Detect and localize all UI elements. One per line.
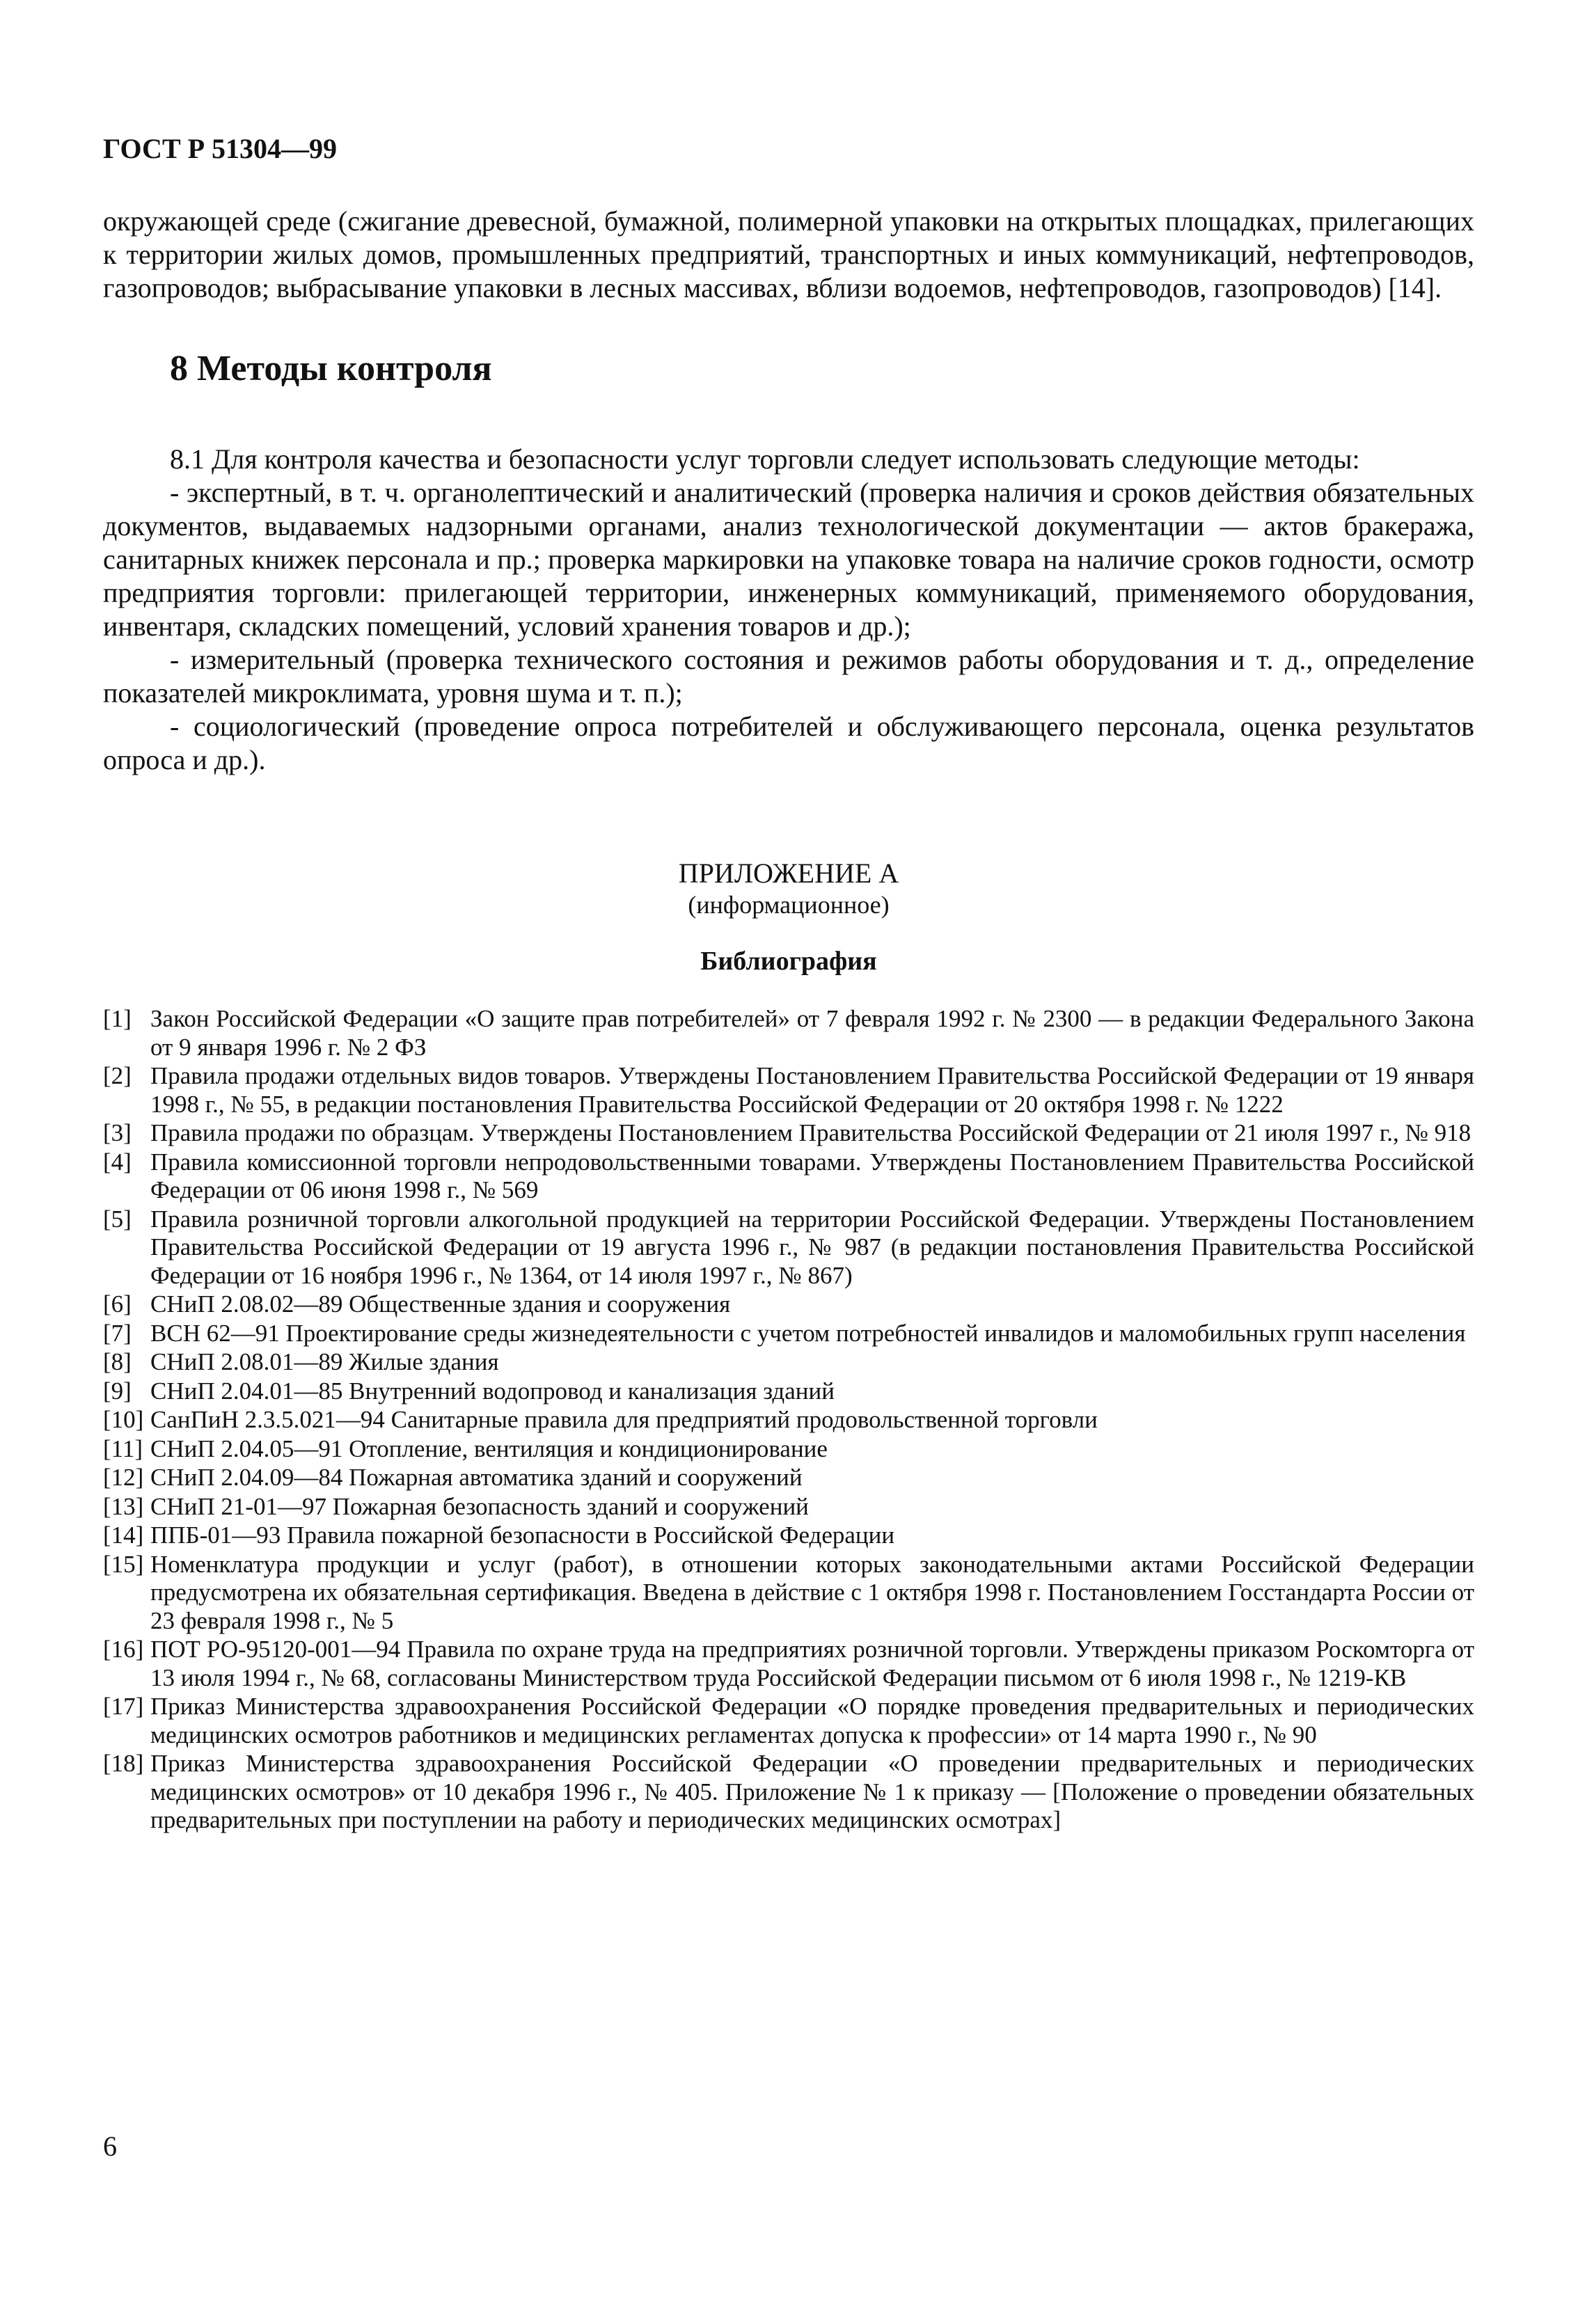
list-item xyxy=(103,1406,1474,1434)
reference-text: СНиП 2.04.05—91 Отопление, вентиляция и кондиционирование xyxy=(150,1434,828,1462)
method-expert: - экспертный, в т. ч. органолептический и аналитический (проверка наличия и сроков действия обязательных документов, выдаваемых надзорными органами, анализ технологической документации — актов бракеража, санитарных книжек персонала и пр.; проверка маркировки на упаковке товара на наличие сроков годности, осмотр предприятия торговли: прилегающей территории, инженерных коммуникаций, применяемого оборудования, инвентаря, складских помещений, условий хранения товаров и др.); xyxy=(103,477,1474,642)
standard-header: ГОСТ Р 51304—99 xyxy=(103,133,338,164)
reference-text: СНиП 2.04.01—85 Внутренний водопровод и канализация зданий xyxy=(150,1377,835,1405)
reference-number: [16] xyxy=(103,1636,144,1663)
list-item xyxy=(103,1320,1474,1348)
list-item xyxy=(103,1750,1474,1835)
section-intro: 8.1 Для контроля качества и безопасности услуг торговли следует использовать следующие методы: xyxy=(170,443,1360,475)
list-item xyxy=(103,1119,1474,1148)
reference-number: [1] xyxy=(103,1005,132,1032)
reference-number: [11] xyxy=(103,1434,143,1462)
reference-number: [5] xyxy=(103,1205,132,1233)
reference-number: [7] xyxy=(103,1319,132,1347)
reference-number: [3] xyxy=(103,1119,132,1146)
reference-text: Номенклатура продукции и услуг (работ), в отношении которых законодательными актами Российской Федерации предусмотрена их обязательная сертификация. Введена в действие с 1 октября 1998 г. Постановлением Госстандарта России от 23 февраля 1998 г., № 5 xyxy=(150,1550,1474,1634)
list-item xyxy=(103,1206,1474,1290)
reference-number: [6] xyxy=(103,1290,132,1318)
reference-text: СанПиН 2.3.5.021—94 Санитарные правила для предприятий продовольственной торговли xyxy=(150,1406,1098,1433)
reference-text: ВСН 62—91 Проектирование среды жизнедеятельности с учетом потребностей инвалидов и маломобильных групп населения xyxy=(150,1319,1466,1347)
reference-number: [13] xyxy=(103,1492,144,1520)
list-item xyxy=(103,1290,1474,1319)
reference-text: ПОТ РО-95120-001—94 Правила по охране труда на предприятиях розничной торговли. Утверждены приказом Роскомторга от 13 июля 1994 г., № 68, согласованы Министерством труда Российской Федерации письмом от 6 июля 1998 г., № 1219-КВ xyxy=(150,1636,1474,1691)
list-item xyxy=(103,1005,1474,1061)
reference-text: СНиП 2.08.01—89 Жилые здания xyxy=(150,1348,499,1375)
reference-text: СНиП 2.04.09—84 Пожарная автоматика зданий и сооружений xyxy=(150,1464,803,1491)
list-item xyxy=(103,1521,1474,1550)
reference-number: [2] xyxy=(103,1062,132,1089)
reference-text: Приказ Министерства здравоохранения Российской Федерации «О проведении предварительных и периодических медицинских осмотров» от 10 декабря 1996 г., № 405. Приложение № 1 к приказу — [Положение о проведении обязательных предварительных при поступлении на работу и периодических медицинских осмотрах] xyxy=(150,1750,1474,1833)
reference-number: [8] xyxy=(103,1348,132,1375)
reference-number: [9] xyxy=(103,1377,132,1405)
reference-number: [18] xyxy=(103,1750,144,1777)
reference-number: [14] xyxy=(103,1521,144,1549)
list-item xyxy=(103,1693,1474,1749)
list-item xyxy=(103,1348,1474,1377)
reference-text: Приказ Министерства здравоохранения Российской Федерации «О порядке проведения предварительных и периодических медицинских осмотров работников и медицинских регламентах допуска к профессии» от 14 марта 1990 г., № 90 xyxy=(150,1693,1474,1748)
list-item xyxy=(103,1377,1474,1406)
bibliography-list xyxy=(103,1005,1474,1835)
list-item xyxy=(103,1148,1474,1205)
appendix-type: (информационное) xyxy=(688,891,890,919)
appendix-title: Библиография xyxy=(700,947,877,976)
reference-text: Правила продажи по образцам. Утверждены Постановлением Правительства Российской Федерации от 21 июля 1997 г., № 918 xyxy=(150,1119,1472,1146)
appendix-label: ПРИЛОЖЕНИЕ А xyxy=(678,857,899,889)
list-item xyxy=(103,1464,1474,1492)
list-item xyxy=(103,1435,1474,1464)
page-number: 6 xyxy=(103,2131,117,2162)
reference-text: СНиП 2.08.02—89 Общественные здания и сооружения xyxy=(150,1290,731,1318)
list-item xyxy=(103,1551,1474,1636)
list-item xyxy=(103,1493,1474,1521)
appendix-heading xyxy=(103,857,1474,977)
reference-number: [10] xyxy=(103,1406,144,1433)
reference-text: Закон Российской Федерации «О защите прав потребителей» от 7 февраля 1992 г. № 2300 — в редакции Федерального Закона от 9 января 1996 г. № 2 ФЗ xyxy=(150,1005,1474,1061)
reference-text: СНиП 21-01—97 Пожарная безопасность зданий и сооружений xyxy=(150,1492,809,1520)
reference-number: [17] xyxy=(103,1693,144,1720)
reference-text: ППБ-01—93 Правила пожарной безопасности в Российской Федерации xyxy=(150,1521,895,1549)
list-item xyxy=(103,1636,1474,1692)
continuation-paragraph: окружающей среде (сжигание древесной, бумажной, полимерной упаковки на открытых площадках, прилегающих к территории жилых домов, промышленных предприятий, транспортных и иных коммуникаций, нефтепроводов, газопроводов; выбрасывание упаковки в лесных массивах, вблизи водоемов, нефтепроводов, газопроводов) [14]. xyxy=(103,205,1474,303)
section-title: 8 Методы контроля xyxy=(170,349,492,388)
document-page xyxy=(103,132,1474,1835)
reference-number: [15] xyxy=(103,1550,144,1578)
list-item xyxy=(103,1062,1474,1118)
reference-text: Правила комиссионной торговли непродовольственными товарами. Утверждены Постановлением Правительства Российской Федерации от 06 июня 1998 г., № 569 xyxy=(150,1148,1474,1203)
reference-text: Правила розничной торговли алкогольной продукцией на территории Российской Федерации. Утверждены Постановлением Правительства Российской Федерации от 19 августа 1996 г., № 987 (в редакции постановления Правительства Российской Федерации от 16 ноября 1996 г., № 1364, от 14 июля 1997 г., № 867) xyxy=(150,1205,1474,1289)
method-sociological: - социологический (проведение опроса потребителей и обслуживающего персонала, оценка результатов опроса и др.). xyxy=(103,711,1474,775)
reference-text: Правила продажи отдельных видов товаров. Утверждены Постановлением Правительства Российской Федерации от 19 января 1998 г., № 55, в редакции постановления Правительства Российской Федерации от 20 октября 1998 г. № 1222 xyxy=(150,1062,1474,1118)
method-measuring: - измерительный (проверка технического состояния и режимов работы оборудования и т. д., определение показателей микроклимата, уровня шума и т. п.); xyxy=(103,644,1474,709)
reference-number: [12] xyxy=(103,1464,144,1491)
reference-number: [4] xyxy=(103,1148,132,1176)
